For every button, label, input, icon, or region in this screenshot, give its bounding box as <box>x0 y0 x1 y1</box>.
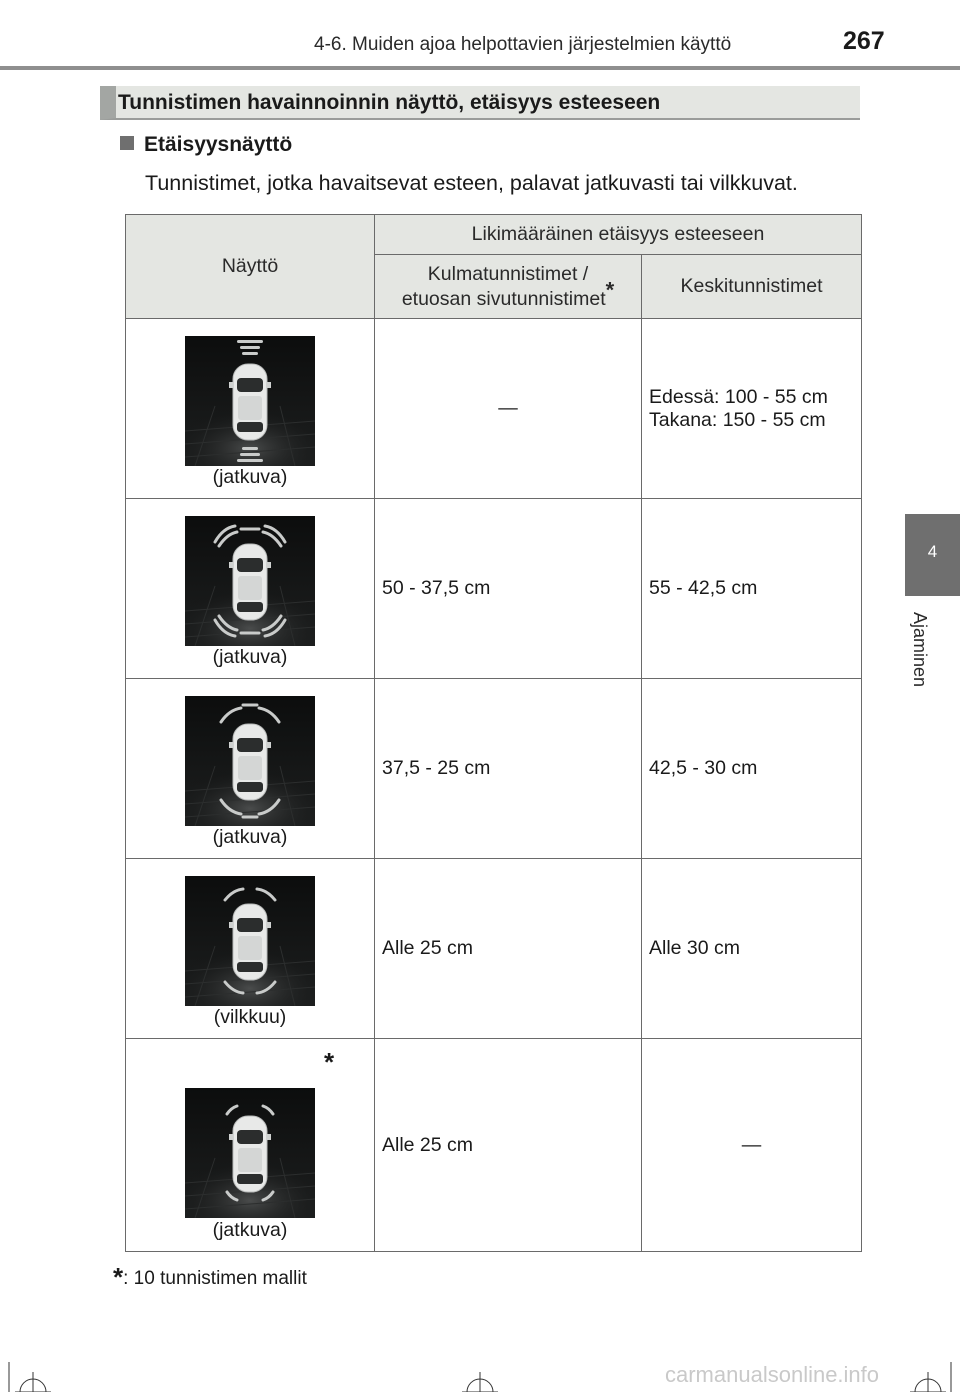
center-value-front: Edessä: 100 - 55 cm <box>649 385 828 408</box>
center-value: — <box>642 1039 862 1252</box>
display-cell <box>126 499 375 679</box>
header-rule <box>0 66 960 70</box>
center-value-rear: Takana: 150 - 55 cm <box>649 408 826 431</box>
footnote-mark: * <box>605 277 615 302</box>
table-row <box>126 499 862 679</box>
corner-value: 50 - 37,5 cm <box>375 499 642 679</box>
corner-value: 37,5 - 25 cm <box>375 679 642 859</box>
corner-value: — <box>375 319 642 499</box>
section-title: Tunnistimen havainnoinnin näyttö, etäisyys esteeseen <box>118 91 661 114</box>
parking-sensor-display-icon <box>185 336 315 466</box>
footnote-mark: * <box>113 1262 124 1292</box>
running-header: 4-6. Muiden ajoa helpottavien järjestelmien käyttö <box>314 34 732 55</box>
header-corner-sensors <box>375 255 642 319</box>
table-row <box>126 1039 862 1252</box>
footnote-mark: * <box>324 1047 335 1077</box>
subheading <box>120 133 292 157</box>
center-value: 55 - 42,5 cm <box>642 499 862 679</box>
display-cell <box>126 679 375 859</box>
intro-paragraph: Tunnistimet, jotka havaitsevat esteen, palavat jatkuvasti tai vilkkuvat. <box>145 171 798 195</box>
display-caption: (jatkuva) <box>212 646 288 668</box>
header-corner-line1: Kulmatunnistimet / <box>427 263 589 286</box>
display-cell <box>126 319 375 499</box>
chapter-number: 4 <box>927 542 938 561</box>
page-number: 267 <box>843 27 885 55</box>
square-bullet-icon <box>120 136 134 150</box>
parking-sensor-display-icon <box>185 876 315 1006</box>
footnote-text: : 10 tunnistimen mallit <box>123 1268 307 1289</box>
distance-table <box>125 214 862 1252</box>
footnote <box>113 1262 307 1293</box>
table-row <box>126 859 862 1039</box>
center-value: Alle 30 cm <box>642 859 862 1039</box>
display-cell <box>126 859 375 1039</box>
header-distance-group: Likimääräinen etäisyys esteeseen <box>375 215 862 255</box>
display-caption: (vilkkuu) <box>213 1006 287 1028</box>
header-display: Näyttö <box>126 215 375 319</box>
display-caption: (jatkuva) <box>212 1219 288 1241</box>
table-row <box>126 319 862 499</box>
chapter-label <box>904 612 940 722</box>
header-center-sensors: Keskitunnistimet <box>642 255 862 319</box>
parking-sensor-display-icon <box>185 696 315 826</box>
center-value <box>642 319 862 499</box>
subheading-text: Etäisyysnäyttö <box>144 133 293 156</box>
parking-sensor-display-icon <box>185 516 315 646</box>
table-row <box>126 679 862 859</box>
display-caption: (jatkuva) <box>212 466 288 488</box>
chapter-label-text: Ajaminen <box>910 612 930 688</box>
corner-value: Alle 25 cm <box>375 859 642 1039</box>
corner-value: Alle 25 cm <box>375 1039 642 1252</box>
section-title-bar <box>100 86 860 120</box>
display-caption: (jatkuva) <box>212 826 288 848</box>
chapter-tab <box>905 514 960 596</box>
center-value: 42,5 - 30 cm <box>642 679 862 859</box>
display-cell <box>126 1039 375 1252</box>
watermark: carmanualsonline.info <box>665 1362 880 1387</box>
header-corner-line2: etuosan sivutunnistimet <box>401 287 606 310</box>
parking-sensor-display-icon <box>185 1088 315 1218</box>
